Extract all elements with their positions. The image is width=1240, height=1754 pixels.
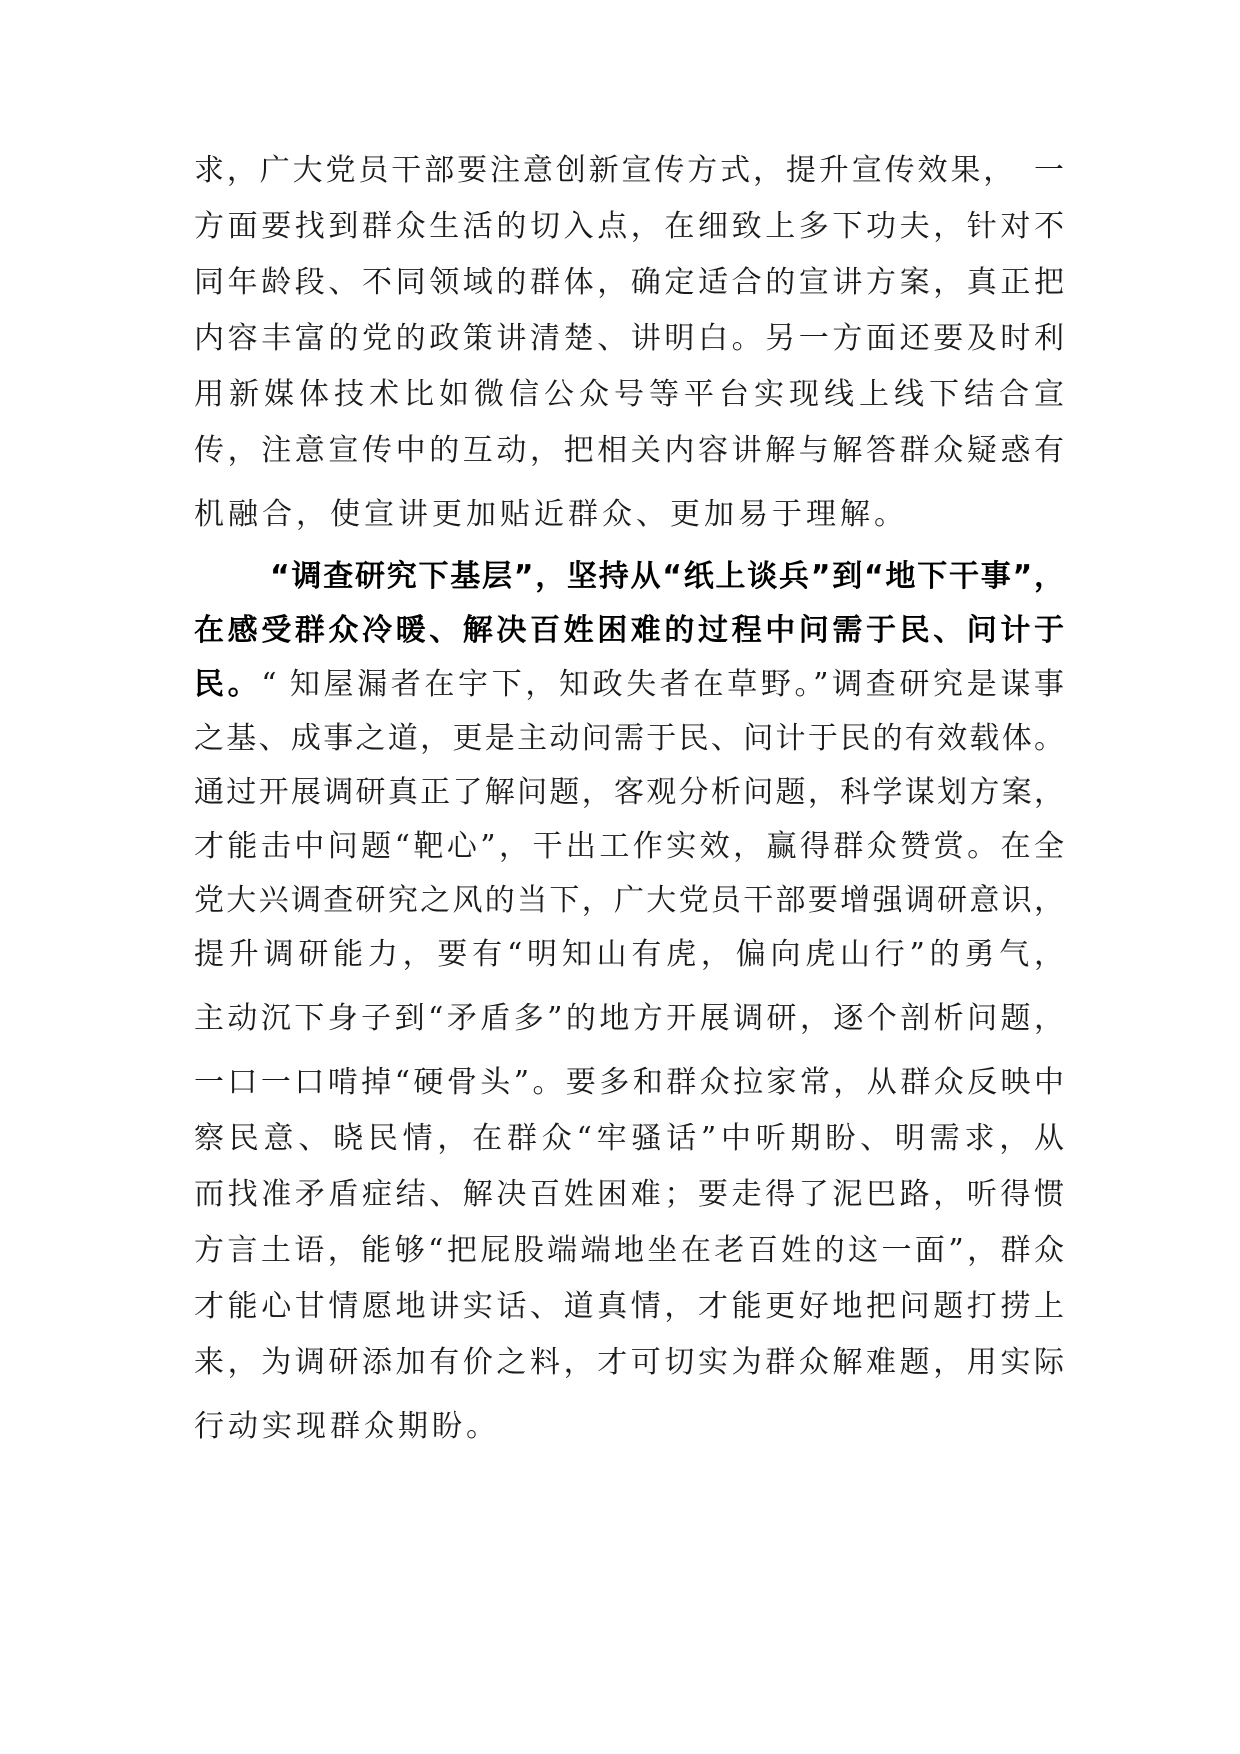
p1-line-1: 求，广大党员干部要注意创新宣传方式，提升宣传效果， 一: [194, 153, 1064, 188]
p1-line-2: 方面要找到群众生活的切入点，在细致上多下功夫，针对不: [194, 209, 1064, 244]
p2-line-1: 之基、成事之道，更是主动问需于民、问计于民的有效载体。: [194, 721, 1064, 756]
p2-line-7: 一口一口啃掉“硬骨头”。要多和群众拉家常，从群众反映中: [194, 1065, 1064, 1100]
p2-line-3: 才能击中问题“靶心”，干出工作实效，赢得群众赞赏。在全: [194, 829, 1064, 864]
p2-line-mixed: [194, 660, 1064, 710]
p2-line-6: 主动沉下身子到“矛盾多”的地方开展调研，逐个剖析问题，: [194, 1001, 1064, 1036]
p1-line-6: 传，注意宣传中的互动，把相关内容讲解与解答群众疑惑有: [194, 433, 1064, 468]
p2-line-9: 而找准矛盾症结、解决百姓困难；要走得了泥巴路，听得惯: [194, 1177, 1064, 1212]
p2-line-2: 通过开展调研真正了解问题，客观分析问题，科学谋划方案，: [194, 775, 1064, 810]
p2-quote-text: “ 知屋漏者在宇下，知政失者在草野。”调查研究是谋事: [261, 667, 1064, 702]
p2-line-12: 来，为调研添加有价之料，才可切实为群众解难题，用实际: [194, 1345, 1064, 1380]
p1-line-3: 同年龄段、不同领域的群体，确定适合的宣讲方案，真正把: [194, 265, 1064, 300]
p2-heading-end: 民。: [194, 667, 262, 702]
p2-heading-line-2: 在感受群众冷暖、解决百姓困难的过程中问需于民、问计于: [194, 613, 1064, 648]
p2-line-10: 方言土语，能够“把屁股端端地坐在老百姓的这一面”，群众: [194, 1233, 1064, 1268]
p2-line-11: 才能心甘情愿地讲实话、道真情，才能更好地把问题打捞上: [194, 1289, 1064, 1324]
p2-line-5: 提升调研能力，要有“明知山有虎，偏向虎山行”的勇气，: [194, 937, 1064, 972]
p2-line-13: 行动实现群众期盼。: [194, 1409, 500, 1444]
p2-line-4: 党大兴调查研究之风的当下，广大党员干部要增强调研意识，: [194, 883, 1064, 918]
p1-line-7: 机融合，使宣讲更加贴近群众、更加易于理解。: [194, 497, 908, 532]
p2-line-8: 察民意、晓民情，在群众“牢骚话”中听期盼、明需求，从: [194, 1121, 1064, 1156]
p2-heading-line-1: “调查研究下基层”，坚持从“纸上谈兵”到“地下干事”，: [270, 559, 1064, 594]
p1-line-4: 内容丰富的党的政策讲清楚、讲明白。另一方面还要及时利: [194, 321, 1064, 356]
p1-line-5: 用新媒体技术比如微信公众号等平台实现线上线下结合宣: [194, 377, 1064, 412]
